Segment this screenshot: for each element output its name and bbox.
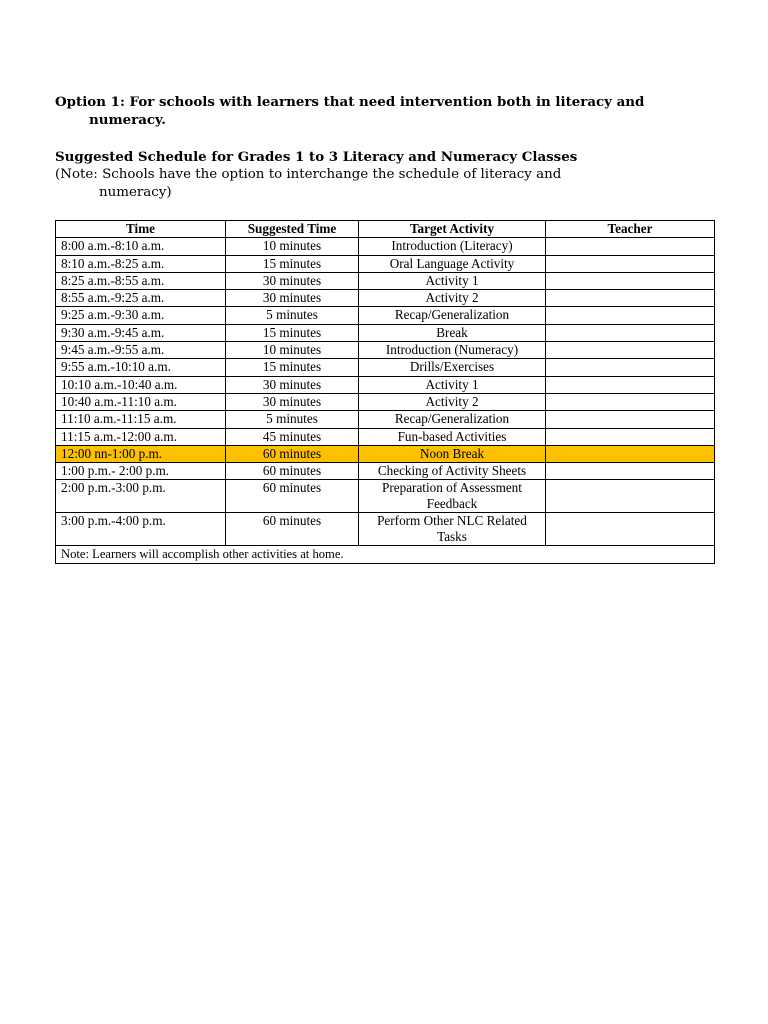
- cell-target-activity: Perform Other NLC Related Tasks: [359, 513, 546, 546]
- cell-teacher: [546, 411, 715, 428]
- cell-teacher: [546, 480, 715, 513]
- cell-time: 9:55 a.m.-10:10 a.m.: [56, 359, 226, 376]
- cell-suggested-time: 30 minutes: [226, 290, 359, 307]
- cell-time: 9:45 a.m.-9:55 a.m.: [56, 342, 226, 359]
- schedule-note-line1: (Note: Schools have the option to interchange the schedule of literacy and: [55, 167, 562, 182]
- cell-teacher: [546, 272, 715, 289]
- cell-teacher: [546, 513, 715, 546]
- cell-time: 11:10 a.m.-11:15 a.m.: [56, 411, 226, 428]
- table-footer-row: [56, 546, 715, 563]
- cell-time: 1:00 p.m.- 2:00 p.m.: [56, 463, 226, 480]
- schedule-table-body: [56, 238, 715, 546]
- table-row: [56, 324, 715, 341]
- header-teacher: Teacher: [546, 221, 715, 238]
- cell-teacher: [546, 238, 715, 255]
- table-row: [56, 307, 715, 324]
- cell-target-activity: Recap/Generalization: [359, 307, 546, 324]
- option-heading-line1: Option 1: For schools with learners that need intervention both in literacy and: [55, 94, 645, 110]
- cell-time: 9:25 a.m.-9:30 a.m.: [56, 307, 226, 324]
- cell-time: 3:00 p.m.-4:00 p.m.: [56, 513, 226, 546]
- schedule-title: Suggested Schedule for Grades 1 to 3 Literacy and Numeracy Classes: [55, 149, 578, 165]
- header-suggested-time: Suggested Time: [226, 221, 359, 238]
- cell-teacher: [546, 463, 715, 480]
- cell-time: 11:15 a.m.-12:00 a.m.: [56, 428, 226, 445]
- table-row: [56, 342, 715, 359]
- cell-suggested-time: 45 minutes: [226, 428, 359, 445]
- cell-target-activity: Break: [359, 324, 546, 341]
- header-target-activity: Target Activity: [359, 221, 546, 238]
- cell-teacher: [546, 359, 715, 376]
- table-row: [56, 272, 715, 289]
- cell-target-activity: Activity 2: [359, 393, 546, 410]
- cell-target-activity: Preparation of Assessment Feedback: [359, 480, 546, 513]
- cell-teacher: [546, 428, 715, 445]
- cell-target-activity: Activity 1: [359, 272, 546, 289]
- footer-note: Note: Learners will accomplish other activities at home.: [56, 546, 715, 563]
- cell-time: 8:10 a.m.-8:25 a.m.: [56, 255, 226, 272]
- cell-time: 8:55 a.m.-9:25 a.m.: [56, 290, 226, 307]
- cell-suggested-time: 15 minutes: [226, 359, 359, 376]
- cell-teacher: [546, 324, 715, 341]
- table-row: [56, 428, 715, 445]
- cell-suggested-time: 15 minutes: [226, 324, 359, 341]
- table-row: [56, 238, 715, 255]
- table-row: [56, 445, 715, 462]
- table-header-row: [56, 221, 715, 238]
- cell-suggested-time: 30 minutes: [226, 393, 359, 410]
- cell-teacher: [546, 376, 715, 393]
- cell-target-activity: Introduction (Literacy): [359, 238, 546, 255]
- table-row: [56, 376, 715, 393]
- table-row: [56, 393, 715, 410]
- cell-target-activity: Drills/Exercises: [359, 359, 546, 376]
- table-row: [56, 411, 715, 428]
- cell-suggested-time: 30 minutes: [226, 272, 359, 289]
- cell-time: 12:00 nn-1:00 p.m.: [56, 445, 226, 462]
- option-heading: [55, 93, 695, 129]
- cell-suggested-time: 60 minutes: [226, 513, 359, 546]
- cell-time: 2:00 p.m.-3:00 p.m.: [56, 480, 226, 513]
- table-row: [56, 290, 715, 307]
- option-heading-line2: numeracy.: [89, 112, 166, 128]
- cell-time: 10:10 a.m.-10:40 a.m.: [56, 376, 226, 393]
- cell-target-activity: Fun-based Activities: [359, 428, 546, 445]
- table-row: [56, 513, 715, 546]
- cell-suggested-time: 10 minutes: [226, 342, 359, 359]
- header-time: Time: [56, 221, 226, 238]
- cell-teacher: [546, 393, 715, 410]
- schedule-note-line2: numeracy): [99, 185, 172, 200]
- cell-suggested-time: 60 minutes: [226, 463, 359, 480]
- cell-suggested-time: 5 minutes: [226, 411, 359, 428]
- cell-teacher: [546, 342, 715, 359]
- cell-time: 9:30 a.m.-9:45 a.m.: [56, 324, 226, 341]
- cell-time: 10:40 a.m.-11:10 a.m.: [56, 393, 226, 410]
- cell-suggested-time: 30 minutes: [226, 376, 359, 393]
- table-row: [56, 359, 715, 376]
- cell-teacher: [546, 290, 715, 307]
- cell-time: 8:25 a.m.-8:55 a.m.: [56, 272, 226, 289]
- cell-suggested-time: 10 minutes: [226, 238, 359, 255]
- cell-target-activity: Recap/Generalization: [359, 411, 546, 428]
- cell-target-activity: Oral Language Activity: [359, 255, 546, 272]
- cell-target-activity: Noon Break: [359, 445, 546, 462]
- schedule-note: [55, 166, 615, 202]
- cell-target-activity: Introduction (Numeracy): [359, 342, 546, 359]
- table-row: [56, 480, 715, 513]
- cell-suggested-time: 5 minutes: [226, 307, 359, 324]
- cell-teacher: [546, 307, 715, 324]
- cell-suggested-time: 15 minutes: [226, 255, 359, 272]
- table-row: [56, 463, 715, 480]
- cell-teacher: [546, 445, 715, 462]
- cell-time: 8:00 a.m.-8:10 a.m.: [56, 238, 226, 255]
- cell-suggested-time: 60 minutes: [226, 445, 359, 462]
- schedule-table: [55, 220, 715, 564]
- cell-suggested-time: 60 minutes: [226, 480, 359, 513]
- cell-teacher: [546, 255, 715, 272]
- cell-target-activity: Activity 1: [359, 376, 546, 393]
- table-row: [56, 255, 715, 272]
- cell-target-activity: Activity 2: [359, 290, 546, 307]
- cell-target-activity: Checking of Activity Sheets: [359, 463, 546, 480]
